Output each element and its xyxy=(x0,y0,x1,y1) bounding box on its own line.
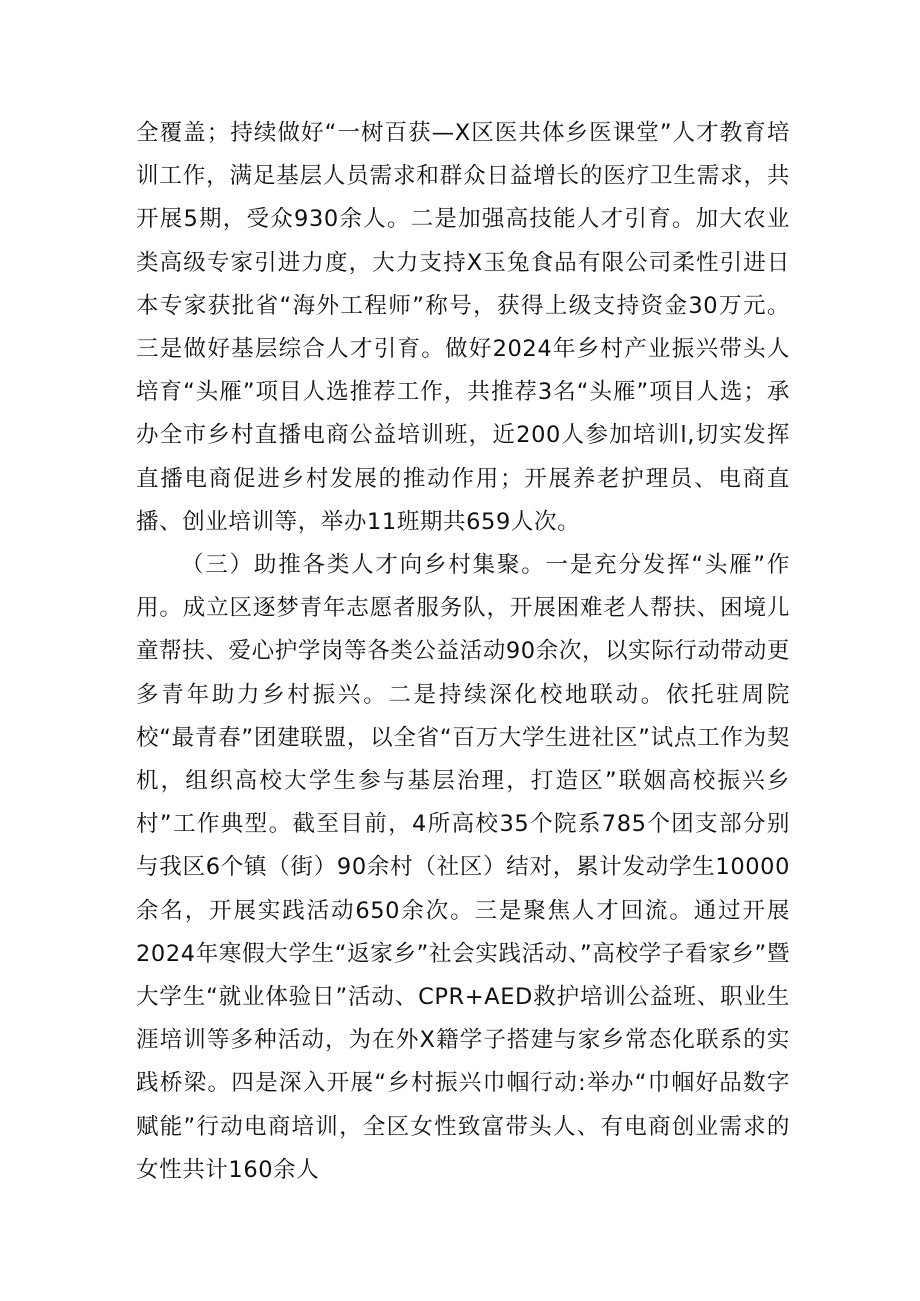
paragraph-talent-training: 全覆盖；持续做好“一树百获—X区医共体乡医课堂”人才教育培训工作，满足基层人员需求和群众日益增长的医疗卫生需求，共开展5期，受众930余人。二是加强高技能人才引育。加大农业类高级专家引进力度，大力支持X玉兔食品有限公司柔性引进日本专家获批省“海外工程师”称号，获得上级支持资金30万元。三是做好基层综合人才引育。做好2024年乡村产业振兴带头人培育“头雁”项目人选推荐工作，共推荐3名“头雁”项目人选；承办全市乡村直播电商公益培训班，近200人参加培训l,切实发挥直播电商促进乡村发展的推动作用；开展养老护理员、电商直播、创业培训等，举办11班期共659人次。 xyxy=(136,120,790,535)
document-body xyxy=(136,112,790,1192)
paragraph-talent-gathering: （三）助推各类人才向乡村集聚。一是充分发挥“头雁”作用。成立区逐梦青年志愿者服务队，开展困难老人帮扶、困境儿童帮扶、爱心护学岗等各类公益活动90余次，以实际行动带动更多青年助力乡村振兴。二是持续深化校地联动。依托驻周院校“最青春”团建联盟，以全省“百万大学生进社区”试点工作为契机，组织高校大学生参与基层治理，打造区”联姻高校振兴乡村”工作典型。截至目前，4所高校35个院系785个团支部分别与我区6个镇（街）90余村（社区）结对，累计发动学生10000余名，开展实践活动650余次。三是聚焦人才回流。通过开展2024年寒假大学生“返家乡”社会实践活动、”高校学子看家乡”暨大学生“就业体验日”活动、CPR+AED救护培训公益班、职业生涯培训等多种活动，为在外X籍学子搭建与家乡常态化联系的实践桥梁。四是深入开展“乡村振兴巾帼行动:举办“巾帼好品数字赋能”行动电商培训，全区女性致富带头人、有电商创业需求的女性共计160余人 xyxy=(136,552,790,1183)
